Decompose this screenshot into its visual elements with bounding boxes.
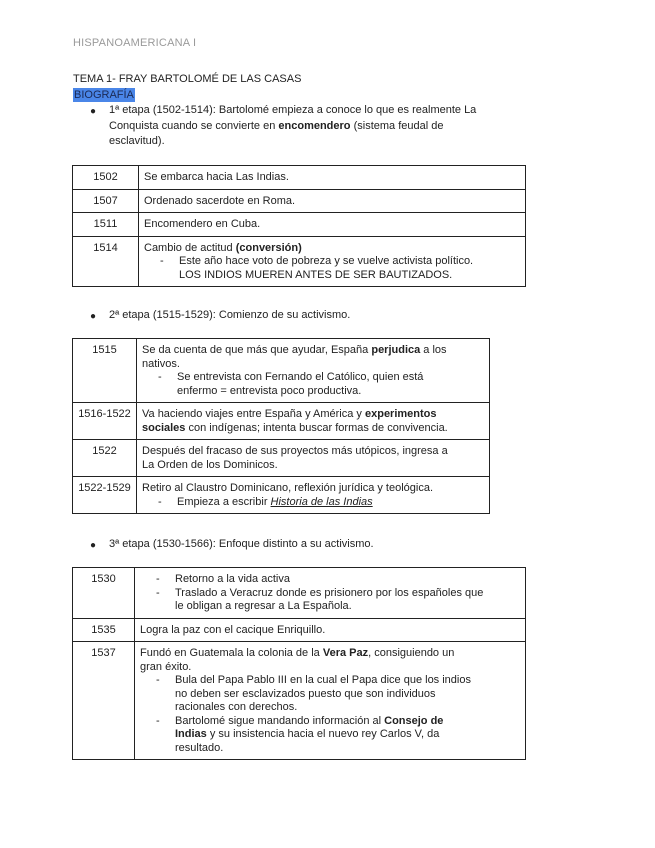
sub-item [156,674,520,715]
bullet-icon: ● [90,311,97,322]
sub-line: Empieza a escribir [177,495,271,508]
table-row [73,403,490,440]
event-text: Se da cuenta de que más que ayudar, España [142,344,372,356]
sub-line: le obligan a regresar a La Española. [175,600,352,612]
table-row [73,236,526,287]
stage3-heading: 3ª etapa (1530-1566): Enfoque distinto a su activismo. [109,538,374,550]
year-cell: 1530 [73,568,135,619]
sub-line: no deben ser esclavizados puesto que son individuos [175,687,436,700]
dash-icon: - [160,255,164,267]
event-bold: perjudica [371,344,421,356]
sub-line: Traslado a Veracruz donde es prisionero por los españoles que [175,586,484,599]
sub-item-text [175,715,443,756]
year-cell: 1507 [73,189,139,213]
sub-line: Retorno a la vida activa [175,573,290,585]
timeline-table-1 [72,165,526,287]
table-row [73,440,490,477]
event-text: a los [420,344,447,356]
dash-icon: - [156,586,160,599]
sub-item-text [175,587,483,614]
event-bold: sociales [142,421,186,434]
stage1-text: (sistema feudal de [350,119,444,132]
sub-line: racionales con derechos. [175,701,298,713]
table-row [73,189,526,213]
timeline-table-3 [72,567,526,760]
event-line [142,344,484,358]
event-cell [137,440,490,477]
sub-item [156,715,520,756]
event-line [140,647,520,661]
sub-item-text [179,255,473,282]
event-bold: Consejo de [384,714,444,727]
event-cell [135,568,526,619]
sub-item-text [177,496,373,510]
book-title: Historia de las Indias [270,495,373,508]
event-text: con indígenas; intenta buscar formas de convivencia. [185,421,448,434]
event-bold: experimentos [364,408,437,420]
sub-line: Bartolomé sigue mandando información al [175,714,385,727]
sub-line: LOS INDIOS MUEREN ANTES DE SER BAUTIZADOS. [179,268,453,281]
sub-line: y su insistencia hacia el nuevo rey Carlos V, da [206,728,440,740]
dash-icon: - [156,674,160,686]
sub-item-text [175,674,471,715]
table-row [73,642,526,760]
event-bold: Indias [175,728,207,740]
stage1-line-2 [109,119,529,135]
event-text: Va haciendo viajes entre España y América y [142,408,365,420]
dash-icon: - [156,714,160,727]
stage2-heading: 2ª etapa (1515-1529): Comienzo de su activismo. [109,309,351,321]
event-line: gran éxito. [140,660,192,673]
event-bold: (conversión) [235,241,302,254]
year-cell: 1535 [73,618,135,642]
dash-icon: - [156,573,160,585]
event-cell [139,236,526,287]
stage1-line-3: esclavitud). [109,135,165,147]
year-cell: 1515 [73,339,137,403]
event-cell: Logra la paz con el cacique Enriquillo. [135,618,526,642]
topic-title: TEMA 1- FRAY BARTOLOMÉ DE LAS CASAS [73,73,302,85]
sub-item [156,573,520,587]
event-text: , consiguiendo un [368,647,455,659]
event-cell [137,477,490,514]
event-cell [137,403,490,440]
event-line: Retiro al Claustro Dominicano, reflexión jurídica y teológica. [142,482,434,494]
event-line [142,422,484,436]
sub-item [160,255,520,282]
sub-item [156,587,520,614]
event-line [144,242,520,256]
stage1-paragraph [109,103,529,150]
stage1-line-1: 1ª etapa (1502-1514): Bartolomé empieza a conoce lo que es realmente La [109,104,477,116]
event-line: La Orden de los Dominicos. [142,458,278,471]
timeline-table-2 [72,338,490,514]
event-line: Después del fracaso de sus proyectos más utópicos, ingresa a [142,445,448,457]
event-text: Cambio de actitud [144,241,236,254]
table-row [73,213,526,237]
table-row [73,477,490,514]
stage1-text: Conquista cuando se convierte en [109,119,279,132]
sub-line: resultado. [175,741,224,754]
event-cell: Encomendero en Cuba. [139,213,526,237]
year-cell: 1522-1529 [73,477,137,514]
sub-item-text [177,371,423,398]
event-line: nativos. [142,357,180,370]
table-row [73,618,526,642]
year-cell: 1514 [73,236,139,287]
sub-item [158,371,484,398]
event-text: Fundó en Guatemala la colonia de la [140,647,323,659]
sub-line: Se entrevista con Fernando el Católico, quien está [177,371,424,383]
event-cell [137,339,490,403]
event-cell: Se embarca hacia Las Indias. [139,166,526,190]
bullet-icon: ● [90,540,97,551]
table-row [73,166,526,190]
sub-line: enfermo = entrevista poco productiva. [177,384,362,397]
bullet-icon: ● [90,106,97,117]
document-header: HISPANOAMERICANA I [73,37,197,49]
year-cell: 1537 [73,642,135,760]
event-cell: Ordenado sacerdote en Roma. [139,189,526,213]
sub-item [158,496,484,510]
year-cell: 1516-1522 [73,403,137,440]
event-cell [135,642,526,760]
year-cell: 1522 [73,440,137,477]
event-bold: Vera Paz [322,647,369,659]
table-row [73,568,526,619]
dash-icon: - [158,495,162,508]
sub-line: Bula del Papa Pablo III en la cual el Papa dice que los indios [175,674,471,686]
year-cell: 1511 [73,213,139,237]
dash-icon: - [158,371,162,383]
sub-line: Este año hace voto de pobreza y se vuelve activista político. [179,255,474,267]
year-cell: 1502 [73,166,139,190]
event-line [142,408,484,422]
table-row [73,339,490,403]
section-heading-highlighted: BIOGRAFÍA [74,89,134,101]
stage1-bold: encomendero [278,119,351,132]
